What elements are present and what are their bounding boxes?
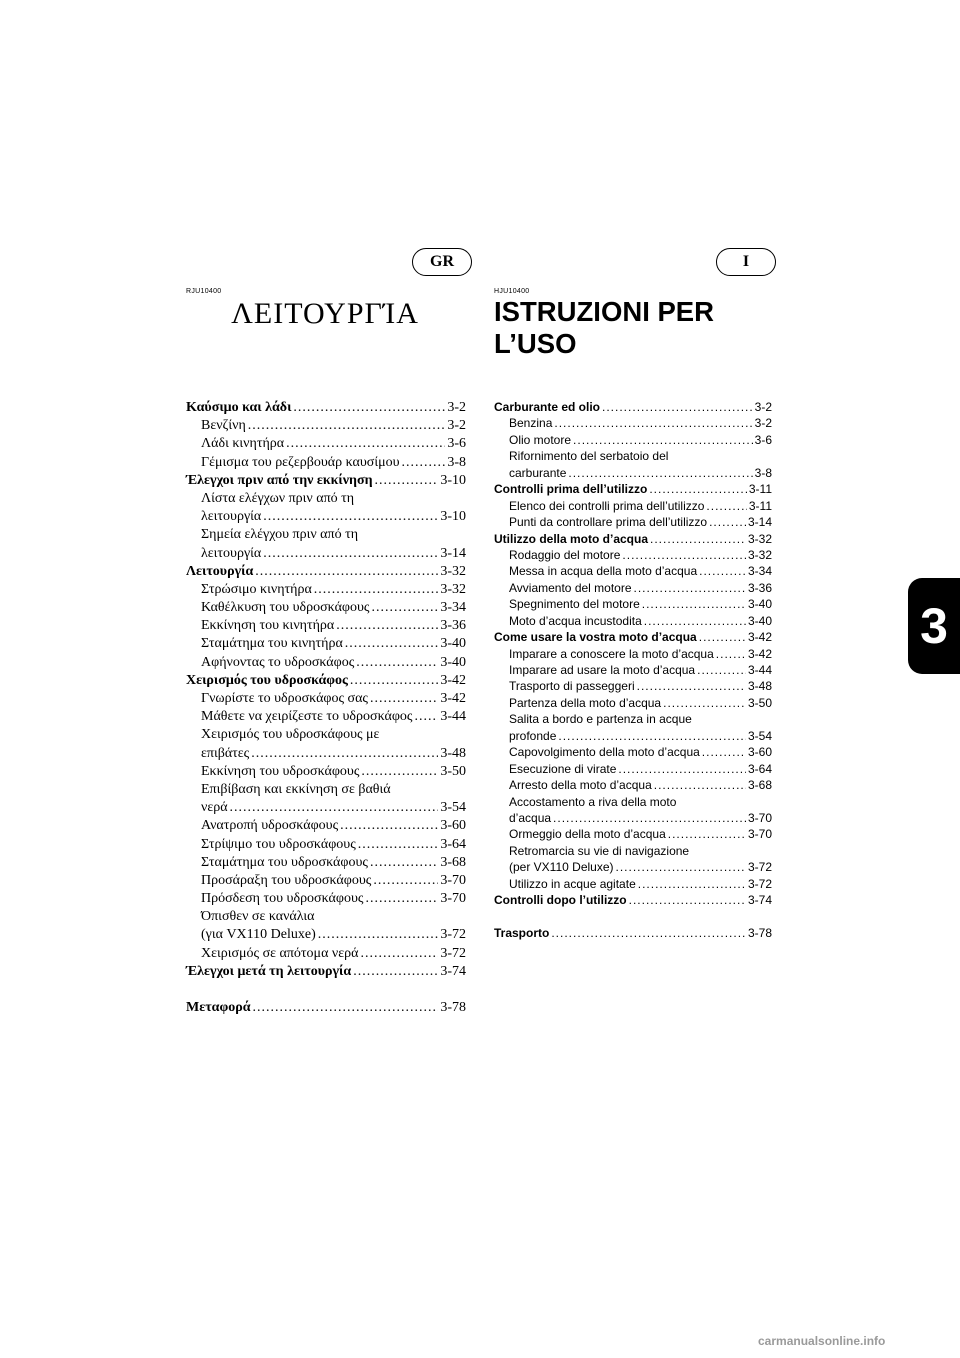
toc-entry: [186, 635, 466, 653]
toc-entry: [494, 695, 772, 711]
toc-entry-label: Utilizzo della moto d’acqua: [494, 531, 649, 546]
toc-page-number: 3-40: [747, 597, 772, 612]
toc-entry-label: νερά: [201, 800, 228, 816]
toc-entry-label: Χειρισμός σε απότομα νερά: [201, 945, 359, 961]
toc-leader-dots: [293, 399, 445, 417]
toc-entry-label: Controlli prima dell’utilizzo: [494, 482, 648, 497]
toc-entry: [494, 826, 772, 842]
toc-entry-label: Βενζίνη: [201, 418, 246, 434]
toc-entry: [186, 926, 466, 944]
toc-entry-label: Πρόσδεση του υδροσκάφους: [201, 891, 364, 907]
toc-heading: [186, 963, 466, 981]
toc-entry-label: carburante: [509, 465, 567, 480]
toc-leader-dots: [314, 581, 439, 599]
toc-entry-label: Λάδι κινητήρα: [201, 436, 285, 452]
toc-page-number: 3-2: [447, 418, 466, 434]
toc-entry-label: Γέμισμα του ρεζερβουάρ καυσίμου: [201, 454, 400, 470]
toc-leader-dots: [345, 635, 439, 653]
toc-leader-dots: [637, 678, 746, 694]
toc-leader-dots: [373, 872, 438, 890]
toc-entry: [494, 810, 772, 826]
toc-leader-dots: [553, 810, 746, 826]
toc-page-number: 3-2: [754, 400, 772, 414]
toc-entry: [186, 435, 466, 453]
toc-entry: [494, 678, 772, 694]
toc-leader-dots: [365, 890, 438, 908]
toc-page-number: 3-40: [747, 613, 772, 628]
toc-leader-dots: [340, 817, 438, 835]
toc-entry-label: Messa in acqua della moto d’acqua: [509, 564, 698, 579]
toc-page-number: 3-70: [440, 891, 466, 907]
toc-leader-dots: [251, 745, 438, 763]
toc-entry: [494, 547, 772, 563]
toc-page-number: 3-8: [754, 465, 772, 480]
toc-entry-label: Όπισθεν σε κανάλια: [201, 909, 315, 925]
toc-entry: [186, 799, 466, 817]
toc-leader-dots: [336, 617, 438, 635]
toc-leader-dots: [318, 926, 439, 944]
watermark: carmanualsonline.info: [758, 1334, 886, 1348]
toc-heading: [186, 672, 466, 690]
toc-leader-dots: [644, 613, 746, 629]
toc-entry-label: Rodaggio del motore: [509, 547, 621, 562]
toc-entry: [186, 908, 466, 926]
toc-page-number: 3-8: [447, 454, 466, 470]
toc-entry-label: Spegnimento del motore: [509, 597, 640, 612]
toc-leader-dots: [568, 465, 752, 481]
toc-page-number: 3-11: [748, 482, 772, 497]
toc-page-number: 3-70: [747, 810, 772, 825]
toc-entry-label: λειτουργία: [201, 509, 262, 525]
toc-entry-label: Benzina: [509, 416, 553, 431]
toc-page-number: 3-42: [747, 630, 772, 645]
toc-heading: [494, 629, 772, 645]
toc-entry-label: Moto d’acqua incustodita: [509, 613, 642, 628]
toc-leader-dots: [353, 963, 438, 981]
toc-entry-label: Capovolgimento della moto d’acqua: [509, 745, 700, 760]
toc-entry: [494, 596, 772, 612]
toc-leader-dots: [654, 777, 746, 793]
toc-heading: [494, 531, 772, 547]
toc-leader-dots: [649, 481, 747, 497]
toc-page-number: 3-78: [440, 1000, 466, 1015]
toc-entry: [494, 761, 772, 777]
toc-page-number: 3-34: [747, 564, 772, 579]
toc-entry: [494, 514, 772, 530]
toc-entry-label: Αφήνοντας το υδροσκάφος: [201, 654, 355, 670]
toc-entry-label: λειτουργία: [201, 545, 262, 561]
toc-page-number: 3-54: [440, 800, 466, 816]
toc-leader-dots: [663, 695, 746, 711]
toc-leader-dots: [263, 508, 438, 526]
toc-leader-dots: [622, 547, 746, 563]
toc-entry: [494, 794, 772, 810]
toc-page-number: 3-2: [447, 400, 466, 415]
toc-entry: [186, 617, 466, 635]
toc-entry-label: Elenco dei controlli prima dell’utilizzo: [509, 498, 705, 513]
toc-entry-label: Ανατροπή υδροσκάφους: [201, 818, 339, 834]
toc-entry-label: Esecuzione di virate: [509, 761, 617, 776]
toc-entry-label: Έλεγχοι μετά τη λειτουργία: [186, 963, 352, 979]
toc-entry-label: Controlli dopo l’utilizzo: [494, 893, 627, 908]
toc-entry: [186, 854, 466, 872]
toc-leader-dots: [361, 763, 438, 781]
toc-entry-label: (per VX110 Deluxe): [509, 860, 614, 875]
toc-entry-label: Σημεία ελέγχου πριν από τη: [201, 527, 359, 543]
toc-entry-label: Partenza della moto d’acqua: [509, 695, 662, 710]
toc-leader-dots: [716, 646, 746, 662]
toc-entry: [186, 763, 466, 781]
toc-leader-dots: [668, 826, 746, 842]
toc-entry: [186, 490, 466, 508]
toc-page-number: 3-14: [440, 545, 466, 561]
toc-page-number: 3-60: [440, 818, 466, 834]
toc-heading: [494, 892, 772, 908]
toc-page-number: 3-72: [747, 860, 772, 875]
toc-page-number: 3-70: [440, 872, 466, 888]
toc-entry-label: d’acqua: [509, 810, 552, 825]
toc-page-number: 3-44: [440, 709, 466, 725]
toc-entry-label: Λίστα ελέγχων πριν από τη: [201, 490, 355, 506]
toc-entry: [186, 872, 466, 890]
toc-entry: [186, 817, 466, 835]
toc-page-number: 3-10: [440, 472, 466, 488]
toc-heading: [186, 399, 466, 417]
toc-leader-dots: [573, 432, 753, 448]
toc-entry: [494, 711, 772, 727]
toc-leader-dots: [255, 563, 438, 581]
toc-page-number: 3-42: [747, 646, 772, 661]
toc-leader-dots: [554, 415, 752, 431]
toc-page-number: 3-48: [747, 679, 772, 694]
toc-leader-dots: [414, 708, 438, 726]
toc-entry: [494, 843, 772, 859]
toc-entry: [494, 563, 772, 579]
toc-leader-dots: [253, 999, 439, 1017]
toc-entry-label: Μεταφορά: [186, 1000, 251, 1015]
page-title-gr: ΛΕΙΤΟΥΡΓΊΑ: [231, 297, 419, 330]
toc-entry: [186, 708, 466, 726]
toc-heading: [494, 481, 772, 497]
toc-entry-label: Avviamento del motore: [509, 580, 632, 595]
toc-entry: [186, 945, 466, 963]
toc-entry: [186, 726, 466, 744]
toc-leader-dots: [263, 545, 438, 563]
toc-leader-dots: [358, 836, 439, 854]
toc-page-number: 3-70: [747, 827, 772, 842]
toc-page-number: 3-2: [754, 416, 772, 431]
toc-page-number: 3-6: [754, 432, 772, 447]
toc-page-number: 3-54: [747, 728, 772, 743]
toc-leader-dots: [634, 580, 746, 596]
toc-page-number: 3-36: [747, 580, 772, 595]
toc-entry: [186, 417, 466, 435]
toc-page-number: 3-32: [747, 547, 772, 562]
toc-entry: [494, 777, 772, 793]
toc-entry-label: Punti da controllare prima dell’utilizzo: [509, 515, 708, 530]
toc-leader-dots: [286, 435, 445, 453]
toc-entry-label: Trasporto di passeggeri: [509, 679, 635, 694]
toc-entry-label: Σταμάτημα του υδροσκάφους: [201, 854, 368, 870]
toc-entry: [186, 654, 466, 672]
toc-entry-label: Στρώσιμο κινητήρα: [201, 581, 312, 597]
toc-page-number: 3-14: [747, 515, 772, 530]
toc-page-number: 3-50: [440, 763, 466, 779]
toc-entry: [186, 454, 466, 472]
toc-leader-dots: [551, 925, 746, 941]
toc-page-number: 3-34: [440, 600, 466, 616]
toc-leader-dots: [702, 744, 746, 760]
toc-entry: [494, 859, 772, 875]
toc-entry: [494, 432, 772, 448]
toc-leader-dots: [706, 498, 746, 514]
toc-leader-dots: [709, 514, 746, 530]
toc-entry: [186, 890, 466, 908]
table-of-contents-gr: [186, 399, 466, 1017]
toc-leader-dots: [699, 563, 746, 579]
toc-entry-label: Σταμάτημα του κινητήρα: [201, 636, 343, 652]
toc-entry-label: profonde: [509, 728, 557, 743]
toc-page-number: 3-32: [440, 563, 466, 579]
toc-entry-label: Επιβίβαση και εκκίνηση σε βαθιά: [201, 781, 391, 797]
toc-leader-dots: [616, 859, 746, 875]
toc-leader-dots: [402, 454, 446, 472]
toc-entry-label: Χειρισμός του υδροσκάφους με: [201, 727, 380, 743]
toc-heading: [494, 925, 772, 941]
toc-entry-label: Rifornimento del serbatoio del: [509, 449, 669, 464]
toc-page-number: 3-78: [747, 925, 772, 940]
toc-leader-dots: [248, 417, 446, 435]
toc-page-number: 3-64: [747, 761, 772, 776]
toc-page-number: 3-64: [440, 836, 466, 852]
toc-page-number: 3-44: [747, 663, 772, 677]
toc-entry: [494, 728, 772, 744]
toc-entry-label: Καύσιμο και λάδι: [186, 400, 292, 415]
toc-entry-label: Λειτουργία: [186, 563, 254, 579]
toc-page-number: 3-32: [440, 581, 466, 597]
chapter-tab: 3: [908, 578, 960, 674]
toc-entry: [494, 744, 772, 760]
toc-leader-dots: [629, 892, 746, 908]
toc-entry: [494, 613, 772, 629]
toc-leader-dots: [360, 945, 438, 963]
toc-leader-dots: [230, 799, 439, 817]
toc-leader-dots: [371, 599, 438, 617]
toc-entry: [494, 646, 772, 662]
toc-leader-dots: [370, 690, 438, 708]
toc-leader-dots: [350, 672, 438, 690]
toc-entry-label: Καθέλκυση του υδροσκάφους: [201, 600, 370, 616]
toc-page-number: 3-50: [747, 695, 772, 710]
toc-entry: [494, 498, 772, 514]
toc-leader-dots: [370, 854, 438, 872]
toc-page-number: 3-11: [748, 498, 772, 513]
toc-entry-label: Imparare a conoscere la moto d’acqua: [509, 646, 714, 661]
toc-leader-dots: [618, 761, 746, 777]
toc-page-number: 3-32: [747, 531, 772, 546]
toc-entry-label: Trasporto: [494, 925, 550, 940]
toc-entry-label: Εκκίνηση του κινητήρα: [201, 618, 335, 634]
toc-entry: [186, 781, 466, 799]
toc-page-number: 3-42: [440, 691, 466, 706]
toc-page-number: 3-6: [447, 436, 466, 452]
toc-leader-dots: [642, 596, 746, 612]
toc-leader-dots: [699, 629, 746, 645]
toc-entry: [494, 580, 772, 596]
toc-entry-label: Retromarcia su vie di navigazione: [509, 843, 690, 858]
toc-entry-label: Olio motore: [509, 432, 572, 447]
section-code-it: HJU10400: [494, 288, 530, 295]
toc-page-number: 3-40: [440, 636, 466, 652]
toc-leader-dots: [375, 472, 439, 490]
toc-entry-label: Χειρισμός του υδροσκάφος: [186, 672, 348, 688]
toc-entry: [186, 690, 466, 708]
toc-page-number: 3-60: [747, 745, 772, 760]
page-title-it: ISTRUZIONI PER L’USO: [494, 296, 715, 359]
toc-page-number: 3-36: [440, 618, 466, 634]
table-of-contents-it: [494, 399, 772, 941]
toc-entry: [494, 465, 772, 481]
toc-leader-dots: [602, 399, 753, 415]
toc-leader-dots: [697, 662, 746, 678]
toc-entry: [494, 415, 772, 431]
toc-entry-label: Accostamento a riva della moto: [509, 794, 677, 809]
toc-entry-label: Εκκίνηση του υδροσκάφους: [201, 763, 360, 779]
toc-page-number: 3-10: [440, 509, 466, 525]
toc-page-number: 3-68: [747, 778, 772, 793]
toc-entry-label: Ormeggio della moto d’acqua: [509, 827, 666, 842]
toc-entry: [186, 581, 466, 599]
toc-entry-label: Imparare ad usare la moto d’acqua: [509, 663, 696, 677]
toc-page-number: 3-42: [440, 672, 466, 688]
toc-page-number: 3-72: [440, 927, 466, 943]
toc-heading: [186, 472, 466, 490]
toc-entry-label: Έλεγχοι πριν από την εκκίνηση: [186, 472, 373, 488]
toc-entry-label: Arresto della moto d’acqua: [509, 778, 652, 793]
language-badge-it: I: [716, 248, 776, 276]
toc-entry: [186, 526, 466, 544]
toc-heading: [186, 563, 466, 581]
toc-page-number: 3-72: [440, 945, 466, 961]
toc-page-number: 3-68: [440, 854, 466, 870]
toc-page-number: 3-72: [747, 876, 772, 891]
section-code-gr: RJU10400: [186, 288, 222, 295]
toc-entry-label: Utilizzo in acque agitate: [509, 876, 636, 891]
toc-heading: [494, 399, 772, 415]
toc-leader-dots: [356, 654, 438, 672]
toc-entry: [494, 876, 772, 892]
toc-entry-label: επιβάτες: [201, 745, 250, 761]
toc-page-number: 3-48: [440, 745, 466, 761]
toc-leader-dots: [558, 728, 746, 744]
toc-entry-label: Carburante ed olio: [494, 400, 601, 414]
toc-entry-label: Come usare la vostra moto d’acqua: [494, 630, 697, 645]
toc-page-number: 3-74: [440, 963, 466, 979]
toc-entry: [494, 662, 772, 678]
language-badge-gr: GR: [412, 248, 472, 276]
toc-entry-label: Salita a bordo e partenza in acque: [509, 712, 692, 727]
toc-leader-dots: [638, 876, 746, 892]
toc-entry-label: (για VX110 Deluxe): [201, 927, 316, 943]
toc-entry-label: Προσάραξη του υδροσκάφους: [201, 872, 372, 888]
toc-page-number: 3-40: [440, 654, 466, 670]
toc-heading: [186, 999, 466, 1017]
toc-entry: [186, 508, 466, 526]
toc-entry: [186, 599, 466, 617]
toc-entry: [186, 836, 466, 854]
toc-page-number: 3-74: [747, 893, 772, 908]
toc-entry-label: Μάθετε να χειρίζεστε το υδροσκάφος: [201, 709, 413, 725]
toc-entry-label: Στρίψιμο του υδροσκάφους: [201, 836, 356, 852]
toc-entry: [186, 545, 466, 563]
toc-entry: [186, 745, 466, 763]
toc-entry-label: Γνωρίστε το υδροσκάφος σας: [201, 691, 368, 706]
toc-leader-dots: [650, 531, 746, 547]
toc-entry: [494, 448, 772, 464]
